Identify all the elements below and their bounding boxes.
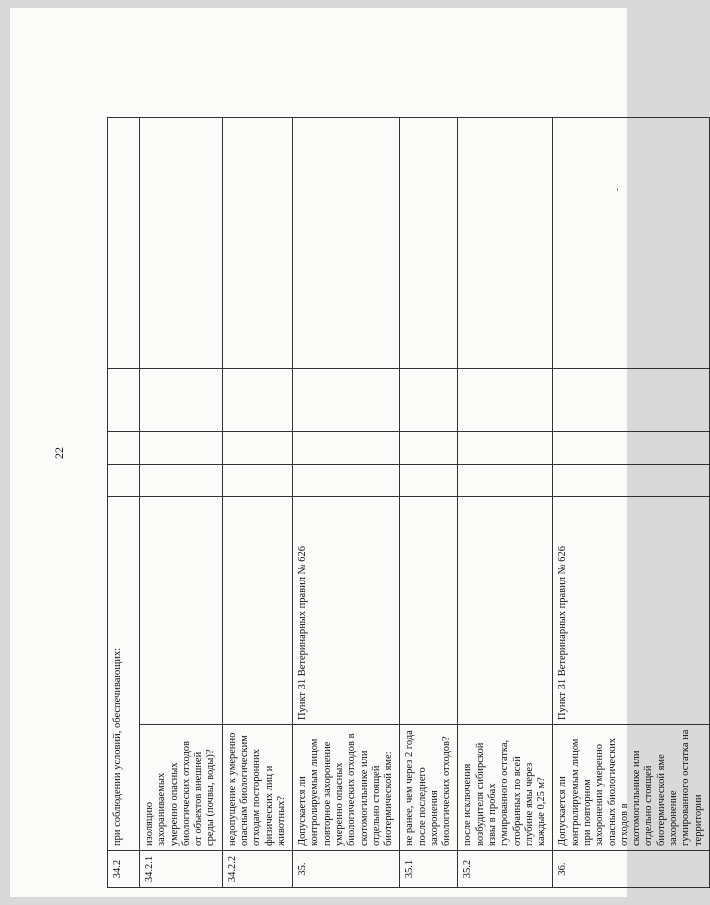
question-cell: при соблюдении условий, обеспечивающих:: [108, 496, 140, 850]
row-number: 35.2: [458, 851, 553, 888]
answer-no-cell: [222, 431, 292, 464]
answer-yes-cell: [293, 464, 400, 496]
row-number: 34.2.2: [222, 851, 292, 888]
table-row: [222, 117, 292, 887]
question-cell: Допускается ли контролируемым лицом при повторном захоронении умеренно опасных биологических отходов в скотомогильнике или отдельно стоящей биотермической яме захоронение гумированного остатка на территории: [553, 725, 709, 851]
answer-no-cell: [458, 431, 553, 464]
answer-yes-cell: [108, 464, 140, 496]
answer-na-cell: [400, 368, 458, 431]
answer-na-cell: [458, 368, 553, 431]
row-number: 36.: [553, 851, 709, 888]
row-number: 35.: [293, 851, 400, 888]
answer-yes-cell: [222, 464, 292, 496]
table-row: [293, 117, 400, 887]
table-row: [108, 117, 140, 887]
notes-cell: [458, 117, 553, 368]
notes-cell: [108, 117, 140, 368]
rotated-table-wrapper: [107, 118, 704, 888]
checklist-table: [107, 117, 710, 888]
answer-na-cell: [553, 368, 709, 431]
table-row: [458, 117, 553, 887]
reference-cell: Пункт 31 Ветеринарных правил № 626: [553, 496, 709, 724]
question-cell: Допускается ли контролируемым лицом повторное захоронение умеренно опасных биологических отходов в скотомогильнике или отдельно стоящей биотермической яме:: [293, 725, 400, 851]
answer-yes-cell: [140, 464, 223, 496]
notes-cell: [140, 117, 223, 368]
question-cell: не ранее, чем через 2 года после последнего захоронения биологических отходов?: [400, 725, 458, 851]
table-row: [140, 117, 223, 887]
notes-cell: [293, 117, 400, 368]
reference-cell: Пункт 31 Ветеринарных правил № 626: [293, 496, 400, 724]
answer-no-cell: [108, 431, 140, 464]
notes-cell: [553, 117, 709, 368]
row-number: 34.2: [108, 851, 140, 888]
answer-yes-cell: [553, 464, 709, 496]
reference-cell: [222, 496, 292, 724]
question-cell: недопущение к умеренно опасным биологическим отходам посторонних физических лиц и животных?: [222, 725, 292, 851]
answer-no-cell: [400, 431, 458, 464]
question-cell: изоляцию захораниваемых умеренно опасных биологических отходов от объектов внешней среды (почвы, воды)?: [140, 725, 223, 851]
answer-no-cell: [293, 431, 400, 464]
reference-cell: [400, 496, 458, 724]
answer-na-cell: [108, 368, 140, 431]
answer-na-cell: [293, 368, 400, 431]
answer-yes-cell: [458, 464, 553, 496]
notes-cell: [222, 117, 292, 368]
reference-cell: [458, 496, 553, 724]
answer-na-cell: [140, 368, 223, 431]
page-number: 22: [52, 447, 66, 459]
answer-no-cell: [553, 431, 709, 464]
question-cell: после исключения возбудителя сибирской язвы в пробах гумированного остатка, отобранных по всей глубине ямы через каждые 0,25 м?: [458, 725, 553, 851]
table-row: [400, 117, 458, 887]
notes-cell: [400, 117, 458, 368]
reference-cell: [140, 496, 223, 724]
answer-yes-cell: [400, 464, 458, 496]
row-number: 35.1: [400, 851, 458, 888]
answer-no-cell: [140, 431, 223, 464]
row-number: 34.2.1: [140, 851, 223, 888]
answer-na-cell: [222, 368, 292, 431]
table-row: [553, 117, 709, 887]
document-page: [10, 8, 704, 897]
